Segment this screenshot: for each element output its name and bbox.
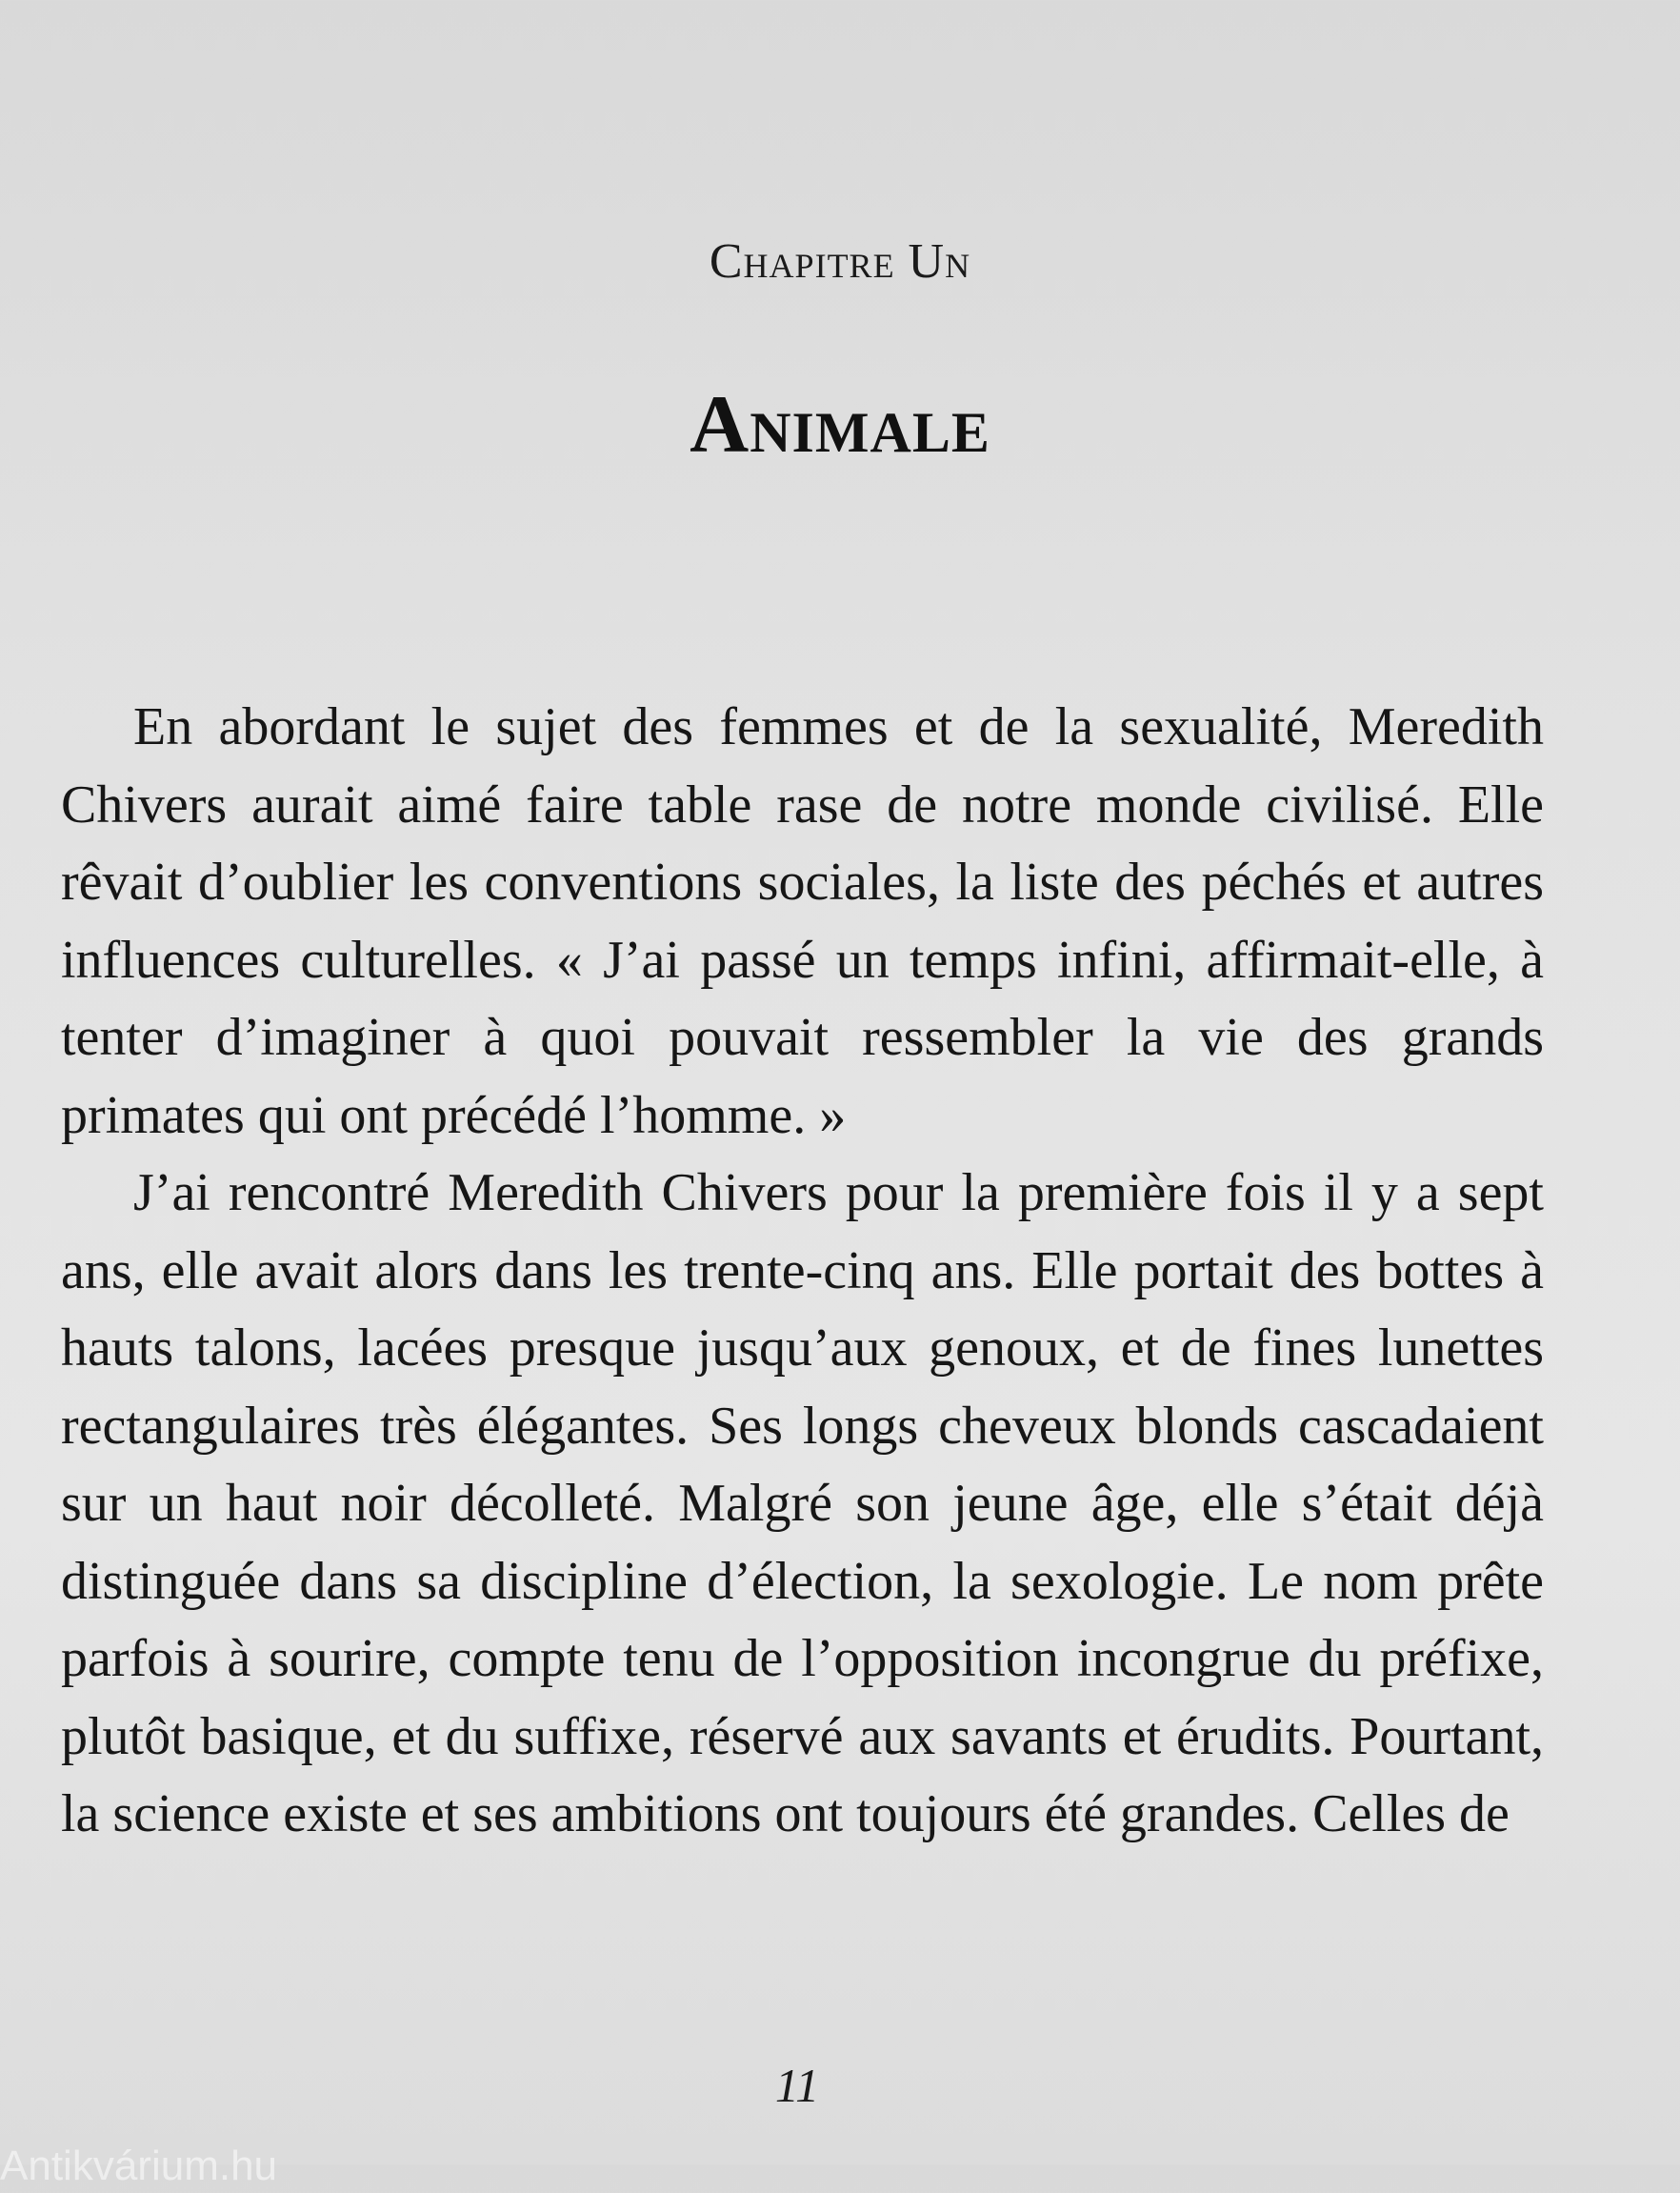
- chapter-title: Animale: [690, 378, 990, 470]
- body-text: [61, 689, 1544, 1854]
- watermark-text: Antikvárium.hu: [0, 2143, 278, 2189]
- paragraph: En abordant le sujet des femmes et de la sexualité, Meredith Chivers aurait aimé faire table rase de notre monde civilisé. Elle rêvait d’oublier les conventions sociales, la liste des péchés et autres influences culturelles. « J’ai passé un temps infini, affirmait-elle, à tenter d’imaginer à quoi pouvait ressembler la vie des grands primates qui ont précédé l’homme. »: [61, 697, 1544, 1145]
- paragraph: J’ai rencontré Meredith Chivers pour la première fois il y a sept ans, elle avait alors dans les trente-cinq ans. Elle portait des bottes à hauts talons, lacées presque jusqu’aux genoux, et de fines lunettes rectangulaires très élégantes. Ses longs cheveux blonds cascadaient sur un haut noir décolleté. Malgré son jeune âge, elle s’était déjà distinguée dans sa discipline d’élection, la sexologie. Le nom prête parfois à sourire, compte tenu de l’opposition incongrue du préfixe, plutôt basique, et du suffixe, réservé aux savants et érudits. Pourtant, la science existe et ses ambitions ont toujours été grandes. Celles de: [61, 1163, 1544, 1843]
- chapter-label: Chapitre Un: [709, 234, 971, 289]
- page-number: 11: [774, 2059, 820, 2112]
